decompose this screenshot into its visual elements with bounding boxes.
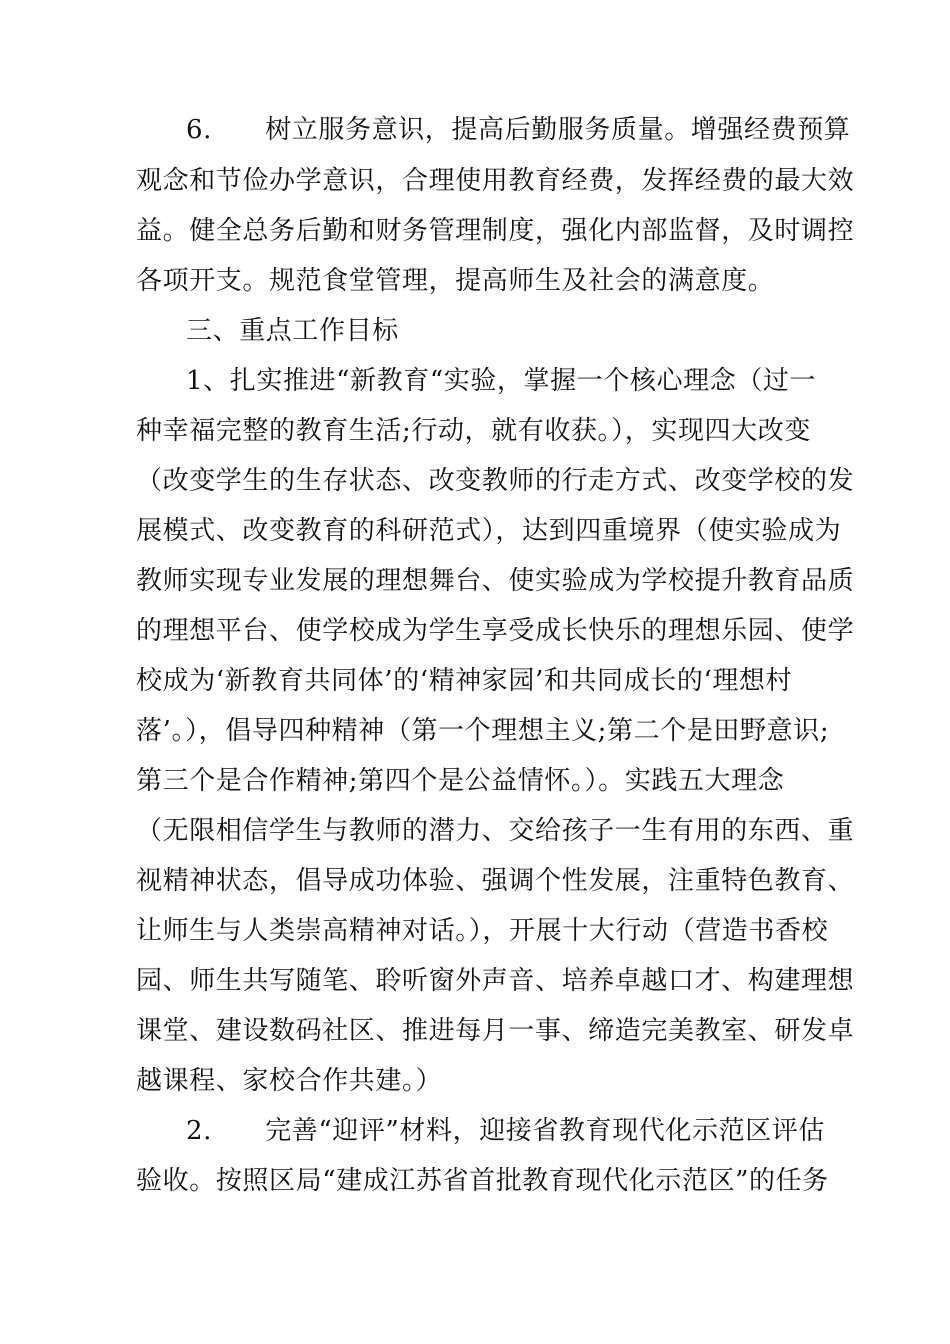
paragraph-1-line-14: 课堂、建设数码社区、推进每月一事、缔造完美教室、研发卓 <box>136 1016 855 1046</box>
paragraph-1-line-9: 第三个是合作精神;第四个是公益情怀。）。实践五大理念 <box>136 766 785 796</box>
paragraph-6-line-1: 6. 树立服务意识，提高后勤服务质量。增强经费预算 <box>186 115 851 145</box>
paragraph-1-line-4: 展模式、改变教育的科研范式），达到四重境界（使实验成为 <box>136 516 842 546</box>
paragraph-1-line-15: 越课程、家校合作共建。） <box>136 1066 443 1096</box>
paragraph-6-line-2: 观念和节俭办学意识，合理使用教育经费，发挥经费的最大效 <box>136 166 855 196</box>
paragraph-1-line-8: 落’。），倡导四种精神（第一个理想主义;第二个是田野意识; <box>136 716 830 746</box>
paragraph-1-line-10: （无限相信学生与教师的潜力、交给孩子一生有用的东西、重 <box>136 816 855 846</box>
paragraph-1-line-7: 校成为‘新教育共同体’的‘精神家园’和共同成长的‘理想村 <box>136 666 793 696</box>
paragraph-2-line-1: 2. 完善“迎评”材料，迎接省教育现代化示范区评估 <box>186 1116 825 1146</box>
paragraph-2-line-2: 验收。按照区局“建成江苏省首批教育现代化示范区”的任务 <box>136 1166 829 1196</box>
paragraph-1-line-11: 视精神状态，倡导成功体验、强调个性发展，注重特色教育、 <box>136 866 855 896</box>
paragraph-1-line-1: 1、扎实推进“新教育“实验，掌握一个核心理念（过一 <box>186 366 817 396</box>
paragraph-1-line-6: 的理想平台、使学校成为学生享受成长快乐的理想乐园、使学 <box>136 616 855 646</box>
paragraph-1-line-2: 种幸福完整的教育生活;行动，就有收获。），实现四大改变 <box>136 416 811 446</box>
paragraph-1-line-3: （改变学生的生存状态、改变教师的行走方式、改变学校的发 <box>136 466 855 496</box>
paragraph-1-line-5: 教师实现专业发展的理想舞台、使实验成为学校提升教育品质 <box>136 566 855 596</box>
paragraph-1-line-13: 园、师生共写随笔、聆听窗外声音、培养卓越口才、构建理想 <box>136 966 855 996</box>
paragraph-1-line-12: 让师生与人类崇高精神对话。），开展十大行动（营造书香校 <box>136 916 829 946</box>
paragraph-6-line-3: 益。健全总务后勤和财务管理制度，强化内部监督，及时调控 <box>136 216 855 246</box>
section-heading: 三、重点工作目标 <box>186 316 399 346</box>
paragraph-6-line-4: 各项开支。规范食堂管理，提高师生及社会的满意度。 <box>136 266 775 296</box>
